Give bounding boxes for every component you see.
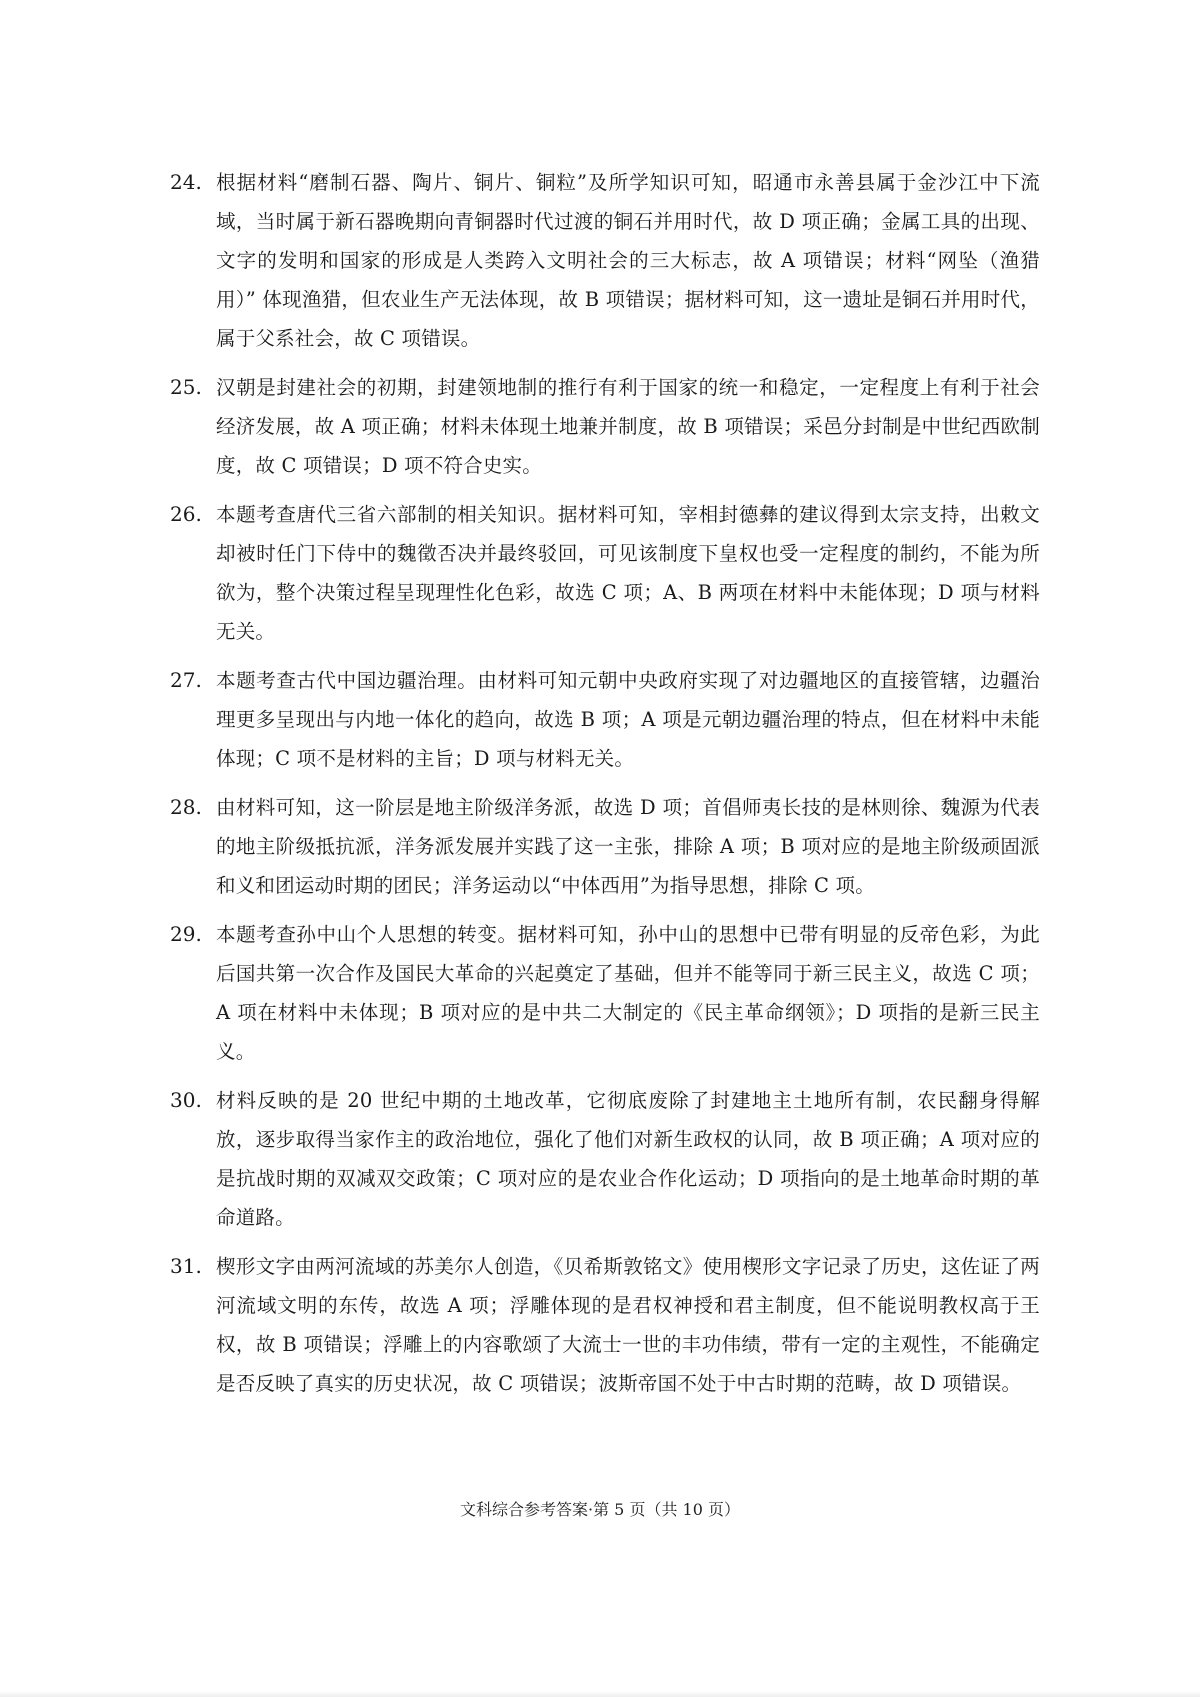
answer-text: 材料反映的是 20 世纪中期的土地改革，它彻底废除了封建地主土地所有制，农民翻身得解放，逐步取得当家作主的政治地位，强化了他们对新生政权的认同，故 B 项正确；A 项对应的是抗战时期的双减双交政策；C 项对应的是农业合作化运动；D 项指向的是土地革命时期的革命道路。 bbox=[216, 1089, 1040, 1229]
answer-text: 本题考查古代中国边疆治理。由材料可知元朝中央政府实现了对边疆地区的直接管辖，边疆治理更多呈现出与内地一体化的趋向，故选 B 项；A 项是元朝边疆治理的特点，但在材料中未能体现；C 项不是材料的主旨；D 项与材料无关。 bbox=[216, 669, 1040, 770]
question-number: 29. bbox=[170, 922, 202, 946]
answer-text: 由材料可知，这一阶层是地主阶级洋务派，故选 D 项；首倡师夷长技的是林则徐、魏源为代表的地主阶级抵抗派，洋务派发展并实践了这一主张，排除 A 项；B 项对应的是地主阶级顽固派和义和团运动时期的团民；洋务运动以“中体西用”为指导思想，排除 C 项。 bbox=[216, 796, 1040, 897]
question-number: 31. bbox=[170, 1254, 202, 1278]
answer-list bbox=[170, 163, 1040, 1413]
question-number: 27. bbox=[170, 668, 202, 692]
question-number: 28. bbox=[170, 795, 202, 819]
answer-text: 本题考查唐代三省六部制的相关知识。据材料可知，宰相封德彝的建议得到太宗支持，出敕文却被时任门下侍中的魏徵否决并最终驳回，可见该制度下皇权也受一定程度的制约，不能为所欲为，整个决策过程呈现理性化色彩，故选 C 项；A、B 两项在材料中未能体现；D 项与材料无关。 bbox=[216, 503, 1040, 643]
answer-item-27 bbox=[170, 661, 1040, 778]
answer-item-31 bbox=[170, 1247, 1040, 1403]
answer-text: 楔形文字由两河流域的苏美尔人创造，《贝希斯敦铭文》使用楔形文字记录了历史，这佐证了两河流域文明的东传，故选 A 项；浮雕体现的是君权神授和君主制度，但不能说明教权高于王权，故 B 项错误；浮雕上的内容歌颂了大流士一世的丰功伟绩，带有一定的主观性，不能确定是否反映了真实的历史状况，故 C 项错误；波斯帝国不处于中古时期的范畴，故 D 项错误。 bbox=[216, 1255, 1040, 1395]
answer-item-28 bbox=[170, 788, 1040, 905]
scan-edge-divider bbox=[0, 1691, 1200, 1697]
answer-text: 本题考查孙中山个人思想的转变。据材料可知，孙中山的思想中已带有明显的反帝色彩，为此后国共第一次合作及国民大革命的兴起奠定了基础，但并不能等同于新三民主义，故选 C 项；A 项在材料中未体现；B 项对应的是中共二大制定的《民主革命纲领》；D 项指的是新三民主义。 bbox=[216, 923, 1040, 1063]
answer-item-29 bbox=[170, 915, 1040, 1071]
page-footer: 文科综合参考答案·第 5 页（共 10 页） bbox=[460, 1500, 740, 1519]
question-number: 25. bbox=[170, 375, 202, 399]
answer-item-25 bbox=[170, 368, 1040, 485]
answer-text: 根据材料“磨制石器、陶片、铜片、铜粒”及所学知识可知，昭通市永善县属于金沙江中下流域，当时属于新石器晚期向青铜器时代过渡的铜石并用时代，故 D 项正确；金属工具的出现、文字的发明和国家的形成是人类跨入文明社会的三大标志，故 A 项错误；材料“网坠（渔猎用）” 体现渔猎，但农业生产无法体现，故 B 项错误；据材料可知，这一遗址是铜石并用时代，属于父系社会，故 C 项错误。 bbox=[216, 171, 1040, 350]
question-number: 30. bbox=[170, 1088, 202, 1112]
answer-item-26 bbox=[170, 495, 1040, 651]
question-number: 24. bbox=[170, 170, 202, 194]
answer-item-30 bbox=[170, 1081, 1040, 1237]
answer-text: 汉朝是封建社会的初期，封建领地制的推行有利于国家的统一和稳定，一定程度上有利于社会经济发展，故 A 项正确；材料未体现土地兼并制度，故 B 项错误；采邑分封制是中世纪西欧制度，故 C 项错误；D 项不符合史实。 bbox=[216, 376, 1040, 477]
question-number: 26. bbox=[170, 502, 202, 526]
answer-item-24 bbox=[170, 163, 1040, 358]
